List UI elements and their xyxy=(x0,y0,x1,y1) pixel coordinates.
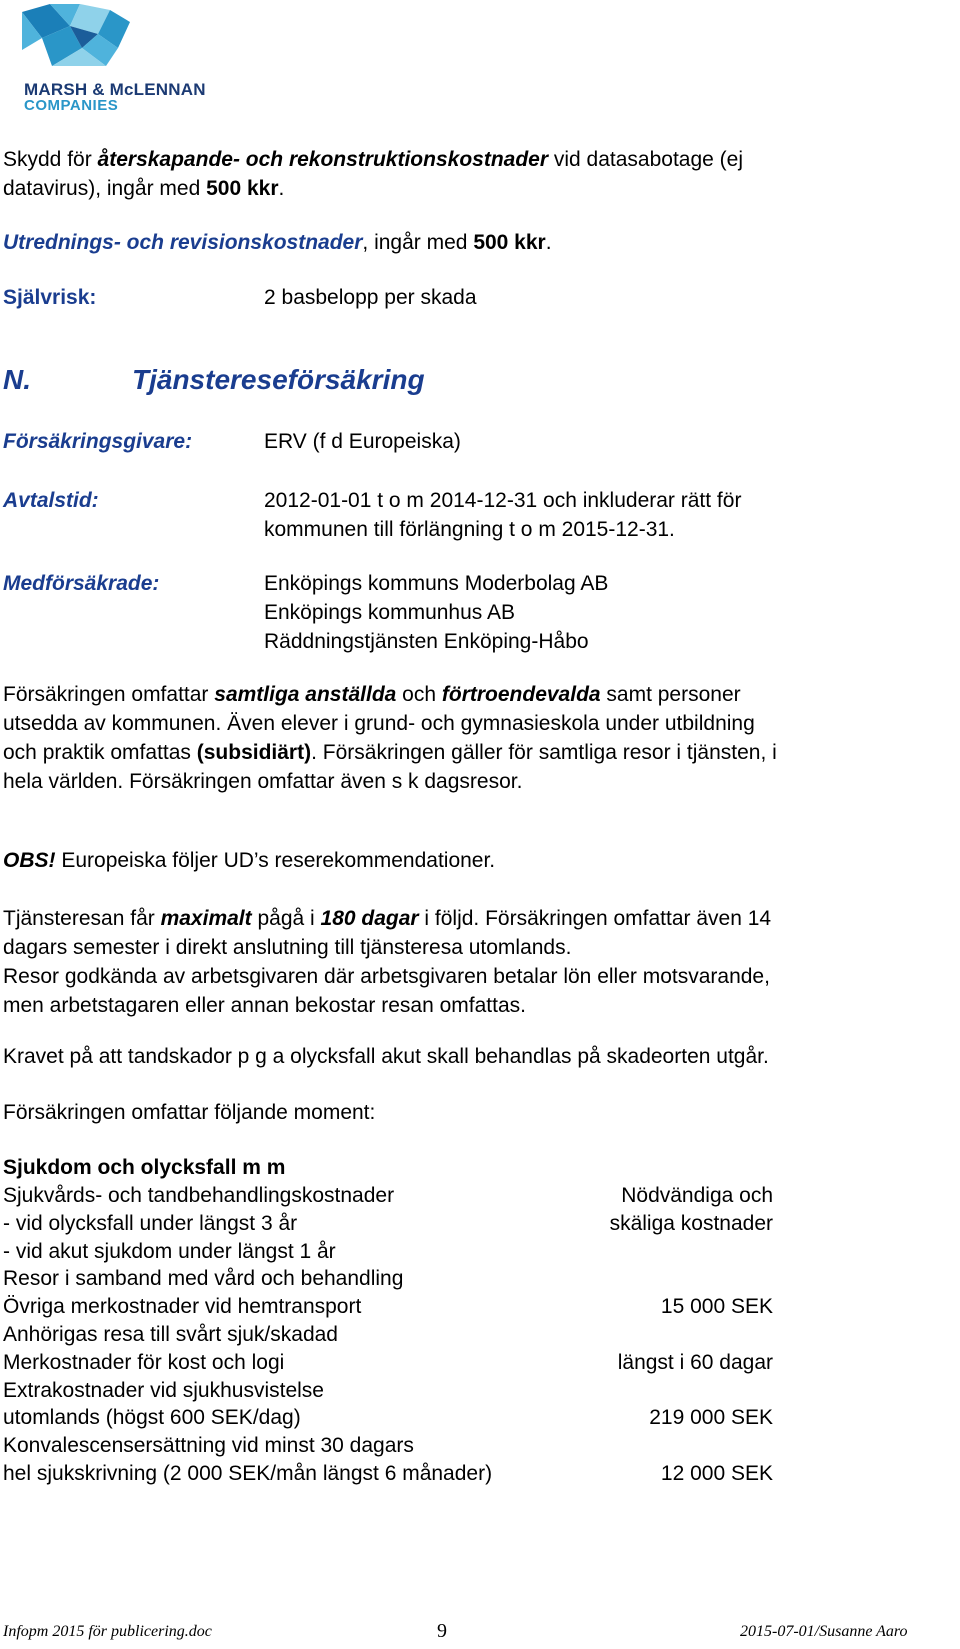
table-row xyxy=(3,1460,773,1488)
moments-intro: Försäkringen omfattar följande moment: xyxy=(3,1101,376,1124)
term-value: 2012-01-01 t o m 2014-12-31 och inkluderar rätt för kommunen till förlängning t o m 2015-12-31. xyxy=(264,489,742,541)
row-description: Övriga merkostnader vid hemtransport xyxy=(3,1295,362,1319)
logo-line2: COMPANIES xyxy=(24,97,119,114)
illness-table xyxy=(3,1182,773,1488)
table-row xyxy=(3,1321,773,1349)
row-description: Konvalescensersättning vid minst 30 dagars xyxy=(3,1434,414,1458)
row-description: hel sjukskrivning (2 000 SEK/mån längst 6 månader) xyxy=(3,1461,493,1485)
section-letter: N. xyxy=(3,364,31,395)
row-amount: Nödvändiga och xyxy=(621,1184,773,1207)
table-row xyxy=(3,1293,773,1321)
row-amount: 15 000 SEK xyxy=(660,1295,773,1319)
table-row xyxy=(3,1349,773,1377)
row-amount: skäliga kostnader xyxy=(609,1211,773,1235)
row-description: utomlands (högst 600 SEK/dag) xyxy=(3,1406,301,1430)
footer-filename: Infopm 2015 för publicering.doc xyxy=(3,1623,212,1640)
footer-date-author: 2015-07-01/Susanne Aaro xyxy=(740,1623,908,1640)
table-row xyxy=(3,1265,773,1293)
row-description: Sjukvårds- och tandbehandlingskostnader xyxy=(3,1184,395,1207)
insurer-label: Försäkringsgivare: xyxy=(3,430,193,453)
illness-heading: Sjukdom och olycksfall m m xyxy=(3,1156,286,1179)
footer-page-number: 9 xyxy=(437,1620,447,1642)
row-description: Anhörigas resa till svårt sjuk/skadad xyxy=(3,1322,338,1346)
intro-paragraph-1: Skydd för återskapande- och rekonstruktionskostnader vid datasabotage (ej datavirus), ingår med 500 kkr. xyxy=(3,148,743,200)
row-amount: 219 000 SEK xyxy=(649,1406,773,1430)
coinsured-label: Medförsäkrade: xyxy=(3,572,160,595)
coinsured-item: Enköpings kommunhus AB xyxy=(264,601,515,624)
coinsured-item: Enköpings kommuns Moderbolag AB xyxy=(264,572,609,595)
obs-note: OBS! Europeiska följer UD’s reserekommendationer. xyxy=(3,849,496,872)
coinsured-item: Räddningstjänsten Enköping-Håbo xyxy=(264,630,589,653)
insurer-value: ERV (f d Europeiska) xyxy=(264,430,461,453)
row-description: Resor i samband med vård och behandling xyxy=(3,1267,404,1291)
coinsured-list xyxy=(264,569,608,656)
logo-mark-icon xyxy=(22,4,134,72)
table-row xyxy=(3,1377,773,1405)
row-description: - vid olycksfall under längst 3 år xyxy=(3,1211,298,1235)
row-amount: 12 000 SEK xyxy=(660,1461,773,1485)
intro-paragraph-2: Utrednings- och revisionskostnader, ingår med 500 kkr. xyxy=(3,231,552,254)
section-title: Tjänstereseförsäkring xyxy=(132,364,425,395)
table-row xyxy=(3,1238,773,1266)
duration-paragraph: Tjänsteresan får maximalt pågå i 180 dagar i följd. Försäkringen omfattar även 14 dagars semester i direkt anslutning till tjänsteresa utomlands. Resor godkända av arbetsgivaren där arbetsgivaren betalar lön eller motsvarande, men arbetstagaren eller annan bekostar resan omfattas. xyxy=(3,907,772,1017)
row-description: - vid akut sjukdom under längst 1 år xyxy=(3,1239,336,1263)
table-row xyxy=(3,1210,773,1238)
company-logo xyxy=(22,4,222,116)
scope-paragraph: Försäkringen omfattar samtliga anställda och förtroendevalda samt personer utsedda av kommunen. Även elever i grund- och gymnasieskola under utbildning och praktik omfattas (subsidiärt). Försäkringen gäller för samtliga resor i tjänsten, i hela världen. Försäkringen omfattar även s k dagsresor. xyxy=(3,683,777,793)
term-label: Avtalstid: xyxy=(3,489,99,512)
table-row xyxy=(3,1404,773,1432)
row-description: Extrakostnader vid sjukhusvistelse xyxy=(3,1378,324,1402)
logo-line1: MARSH & McLENNAN xyxy=(24,80,206,99)
row-description: Merkostnader för kost och logi xyxy=(3,1350,285,1374)
table-row xyxy=(3,1432,773,1460)
row-amount: längst i 60 dagar xyxy=(617,1350,773,1374)
sjalvrisk-value: 2 basbelopp per skada xyxy=(264,286,477,309)
table-row xyxy=(3,1182,773,1210)
sjalvrisk-label: Självrisk: xyxy=(3,286,97,309)
dental-note: Kravet på att tandskador p g a olycksfall akut skall behandlas på skadeorten utgår. xyxy=(3,1045,769,1068)
